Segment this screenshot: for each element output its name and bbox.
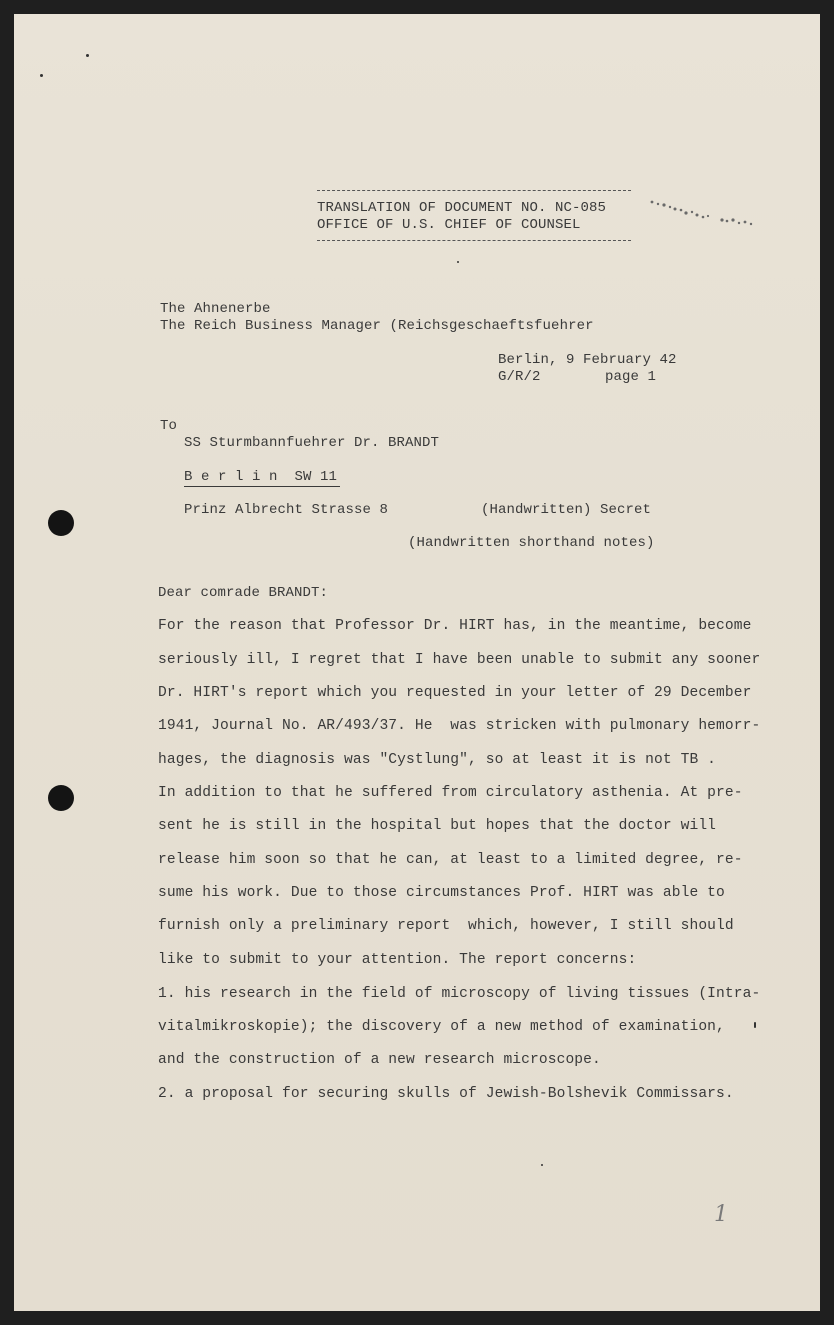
body-line: release him soon so that he can, at least to a limited degree, re-: [158, 852, 743, 868]
paper-speck: [86, 54, 89, 57]
body-line: vitalmikroskopie); the discovery of a new method of examination,: [158, 1019, 725, 1035]
to-label: To: [160, 418, 178, 434]
paper-speck: [754, 1022, 756, 1028]
letter-reference: G/R/2: [498, 369, 541, 385]
letter-date: Berlin, 9 February 42: [498, 352, 677, 368]
paper-speck: [541, 1164, 543, 1166]
body-line: sume his work. Due to those circumstances Prof. HIRT was able to: [158, 885, 725, 901]
punch-hole-lower: [48, 785, 74, 811]
salutation: Dear comrade BRANDT:: [158, 585, 329, 601]
body-line: and the construction of a new research microscope.: [158, 1052, 601, 1068]
paper-speck: [457, 261, 459, 263]
page-label: page 1: [605, 369, 657, 385]
addressee-city: B e r l i n SW 11: [184, 469, 338, 485]
body-line: 2. a proposal for securing skulls of Jewish-Bolshevik Commissars.: [158, 1086, 734, 1102]
header-rule-bottom: [317, 240, 631, 241]
faded-stamp-mark: [648, 196, 768, 236]
addressee-street: Prinz Albrecht Strasse 8: [184, 502, 389, 518]
body-line: For the reason that Professor Dr. HIRT has, in the meantime, become: [158, 618, 752, 634]
document-page: [14, 14, 820, 1311]
body-line: sent he is still in the hospital but hopes that the doctor will: [158, 818, 717, 834]
body-line: Dr. HIRT's report which you requested in your letter of 29 December: [158, 685, 752, 701]
punch-hole-upper: [48, 510, 74, 536]
addressee-city-underline: [184, 486, 340, 487]
paper-speck: [40, 74, 43, 77]
header-rule-top: [317, 190, 631, 191]
body-line: 1. his research in the field of microscopy of living tissues (Intra-: [158, 986, 761, 1002]
body-line: like to submit to your attention. The report concerns:: [158, 952, 637, 968]
handwritten-secret-note: (Handwritten) Secret: [481, 502, 652, 518]
addressee-name: SS Sturmbannfuehrer Dr. BRANDT: [184, 435, 440, 451]
body-line: hages, the diagnosis was "Cystlung", so at least it is not TB .: [158, 752, 717, 768]
header-title-line2: OFFICE OF U.S. CHIEF OF COUNSEL: [317, 217, 581, 233]
header-title-line1: TRANSLATION OF DOCUMENT NO. NC-085: [317, 200, 607, 216]
body-line: furnish only a preliminary report which, however, I still should: [158, 918, 734, 934]
body-line: 1941, Journal No. AR/493/37. He was stricken with pulmonary hemorr-: [158, 718, 761, 734]
sender-line2: The Reich Business Manager (Reichsgeschaeftsfuehrer: [160, 318, 594, 334]
body-line: In addition to that he suffered from circulatory asthenia. At pre-: [158, 785, 743, 801]
handwritten-shorthand-note: (Handwritten shorthand notes): [408, 535, 655, 551]
handwritten-page-number: 1: [714, 1202, 728, 1227]
sender-line1: The Ahnenerbe: [160, 301, 271, 317]
body-line: seriously ill, I regret that I have been unable to submit any sooner: [158, 652, 761, 668]
